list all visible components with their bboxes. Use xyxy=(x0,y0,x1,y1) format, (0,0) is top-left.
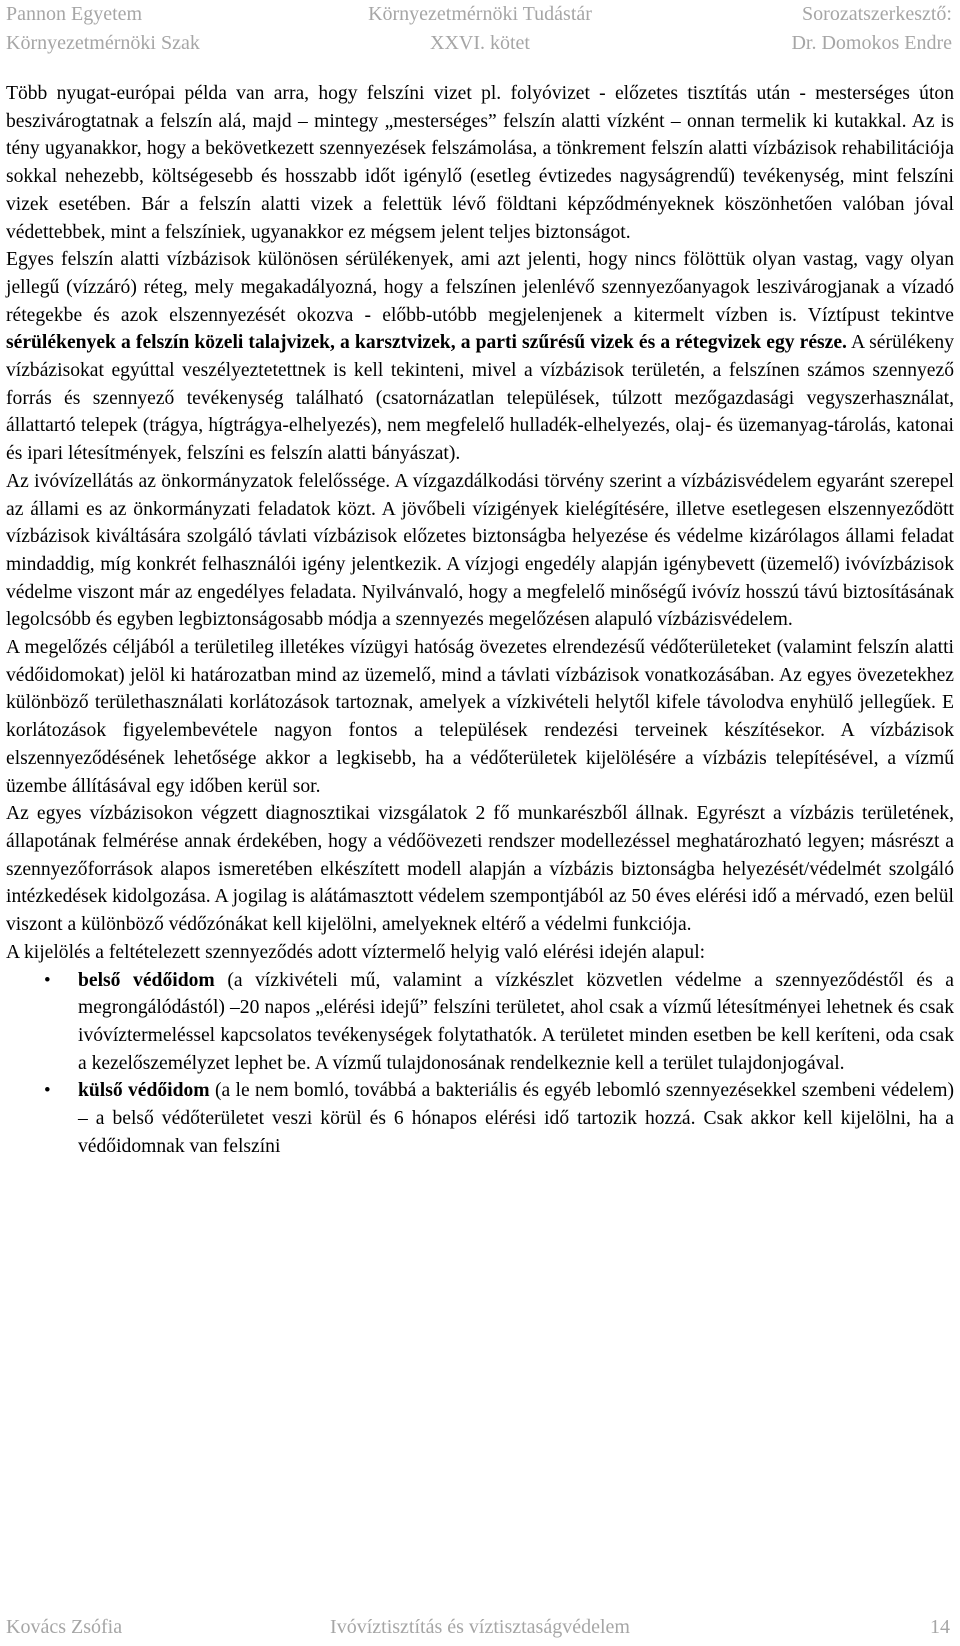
header-editor-label: Sorozatszerkesztő: xyxy=(802,3,952,25)
header-right xyxy=(791,0,952,58)
paragraph: Több nyugat-európai példa van arra, hogy felszíni vizet pl. folyóvizet - előzetes tisztítás után - mesterséges úton beszivárogtatnak a felszín alá, majd – mintegy „mesterséges” felszín alatti vízként – onnan termelik ki kutakkal. Az is tény ugyanakkor, hogy a bekövetkezett szennyezések felszámolása, a tönkrement felszín alatti vízbázisok rehabilitációja sokkal nehezebb, költségesebb és hosszabb időt igénylő (esetleg évtizedes nagyságrendű) tevékenység, mint felszíni vizek esetében. Bár a felszín alatti vizek a felettük lévő földtani képződményeknek köszönhetően valóban jóval védettebbek, mint a felszíniek, ugyanakkor ez mégsem jelent teljes biztonságot. xyxy=(6,83,954,243)
page-footer xyxy=(0,1612,960,1642)
bullet-icon: • xyxy=(44,1080,51,1102)
protection-zone-list xyxy=(6,967,954,1161)
list-item xyxy=(6,967,954,1078)
header-university: Pannon Egyetem xyxy=(6,3,143,25)
paragraph: A megelőzés céljából a területileg illetékes vízügyi hatóság övezetes elrendezésű védőterületeket (valamint felszín alatti védőidomokat) jelöl ki határozatban mind az üzemelő, mind a távlati vízbázisok vonatkozásában. Az egyes övezetekhez különböző területhasználati korlátozások tartoznak, amelyek a vízkivételi helytől kifele távolodva enyhülő jellegűek. E korlátozások figyelembevétele nagyon fontos a települések rendezési terveinek készítésekor. A vízbázisok elszennyeződésének lehetősége akkor a legkisebb, ha a védőterületek kijelölésére a vízbázis telepítésével, a vízmű üzembe állításával egy időben kerül sor. xyxy=(6,637,954,797)
header-book-title: Környezetmérnöki Tudástár xyxy=(368,3,592,25)
header-left xyxy=(6,0,200,58)
bullet-icon: • xyxy=(44,969,51,991)
paragraph-text: A sérülékeny vízbázisokat egyúttal veszélyeztetettnek is kell tekinteni, mivel a vízbázisok területén, a felszínen számos szennyező forrás és szennyező tevékenység található (csatornázatlan települések, túlzott mezőgazdasági vegyszerhasználat, állattartó telepek (trágya, hígtrágya-elhelyezés), nem megfelelő hulladék-elhelyezés, olaj- és üzemanyag-tárolás, katonai és ipari létesítmények, felszíni es felszín alatti bányászat). xyxy=(6,332,955,465)
paragraph: Az egyes vízbázisokon végzett diagnosztikai vizsgálatok 2 fő munkarészből állnak. Egyrészt a vízbázis területének, állapotának felmérése annak érdekében, hogy a védőövezeti rendszer modellezéssel meghatározható legyen; másrészt a szennyezőforrások alapos ismeretében elkészített modell alapján a vízbázis biztonságba helyezését/védelmét szolgáló intézkedések kidolgozása. A jogilag is alátámasztott védelem szempontjából az 50 éves elérési idő a mérvadó, ezen belül viszont a különböző védőzónákat kell kijelölni, amelyeknek eltérő a védelmi funkciója. xyxy=(6,803,954,936)
page-header xyxy=(0,0,960,58)
list-item xyxy=(6,1077,954,1160)
paragraph xyxy=(6,246,954,468)
list-item-text: (a le nem bomló, továbbá a bakteriális és egyéb lebomló szennyezésekkel szembeni védelem) – a belső védőterületet veszi körül és 6 hónapos elérési idő tartozik hozzá. Csak akkor kell kijelölni, ha a védőidomnak van felszíni xyxy=(78,1080,954,1157)
paragraph-text: Egyes felszín alatti vízbázisok különösen sérülékenyek, ami azt jelenti, hogy nincs fölöttük olyan vastag, vagy olyan jellegű (vízzáró) réteg, mely megakadályozná, hogy a felszínen jelenlévő szennyezőanyagok leszivárogjanak a vízadó rétegekbe és azok elszennyezését okozva - előbb-utóbb megjelenjenek a kitermelt vízben is. Víztípust tekintve xyxy=(6,249,954,326)
paragraph: Az ivóvízellátás az önkormányzatok felelőssége. A vízgazdálkodási törvény szerint a vízbázisvédelem egyaránt szerepel az állami es az önkormányzati feladatok közt. A jövőbeli vízigények kielégítésére, illetve esetlegesen elszennyeződött vízbázisok kiváltására szolgáló távlati vízbázisok előzetes biztonságba helyezése és védelme kizárólagos állami feladat mindaddig, míg konkrét felhasználói igény jelentkezik. A vízjogi engedély alapján igénybevett (üzemelő) ivóvízbázisok védelme viszont már az engedélyes feladata. Nyilvánvaló, hogy a megfelelő minőségű ivóvíz hosszú távú biztosításának legolcsóbb és egyben legbiztonságosabb módja a szennyezés megelőzésen alapuló vízbázisvédelem. xyxy=(6,470,954,631)
footer-title: Ivóvíztisztítás és víztisztaságvédelem xyxy=(330,1616,630,1638)
header-department: Környezetmérnöki Szak xyxy=(6,32,200,54)
header-volume: XXVI. kötet xyxy=(430,32,530,54)
footer-author: Kovács Zsófia xyxy=(6,1616,123,1638)
vulnerable-waters-emphasis: sérülékenyek a felszín közeli talajvizek, a karsztvizek, a parti szűrésű vizek és a rétegvizek egy része. xyxy=(6,332,847,354)
document-body xyxy=(6,80,954,1160)
page-number: 14 xyxy=(930,1616,950,1638)
list-item-text: (a vízkivételi mű, valamint a vízkészlet közvetlen védelme a szennyeződéstől és a megrongálódástól) –20 napos „elérési idejű” felszíni területet, ahol csak a vízmű létesítményei lehetnek és csak ivóvíztermeléssel kapcsolatos tevékenységek folytathatók. A területet minden esetben be kell keríteni, oda csak a kezelőszemélyzet lephet be. A vízmű tulajdonosának rendelkeznie kell a terület tulajdonjogával. xyxy=(78,969,954,1074)
list-item-term: belső védőidom xyxy=(78,969,215,991)
paragraph: A kijelölés a feltételezett szennyeződés adott víztermelő helyig való elérési idején alapul: xyxy=(6,941,706,963)
list-item-term: külső védőidom xyxy=(78,1080,210,1102)
header-editor-name: Dr. Domokos Endre xyxy=(791,32,952,54)
